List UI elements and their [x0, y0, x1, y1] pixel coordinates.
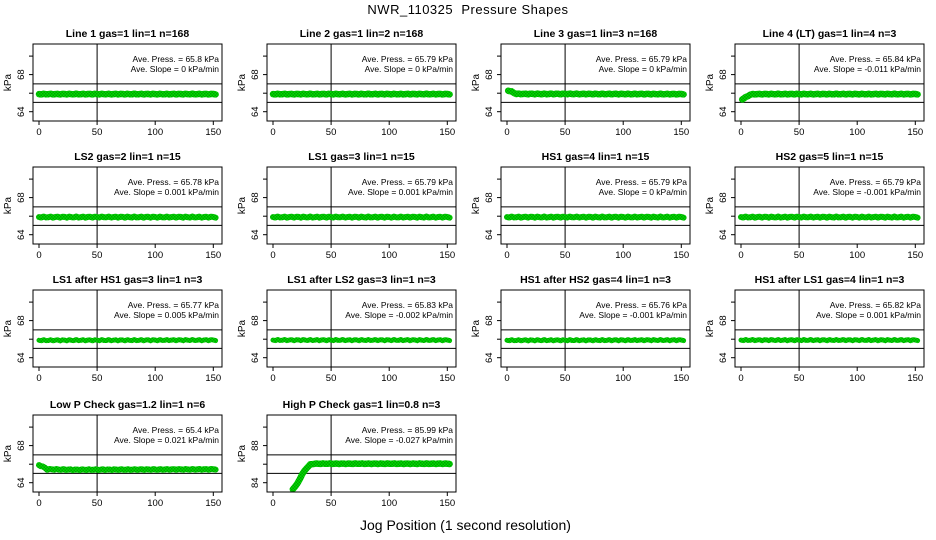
x-tick-label: 50	[793, 373, 805, 384]
data-series-band	[741, 217, 918, 218]
avg-pressure-annotation: Ave. Press. = 65.79 kPa	[595, 177, 687, 187]
avg-pressure-annotation: Ave. Press. = 65.4 kPa	[132, 425, 219, 435]
data-series-band	[39, 94, 216, 95]
subplot-title: HS2 gas=5 lin=1 n=15	[775, 151, 884, 163]
subplot-title: HS1 after LS1 gas=4 lin=1 n=3	[754, 274, 905, 286]
y-tick-label: 68	[250, 69, 261, 80]
x-tick-label: 150	[907, 127, 924, 138]
avg-slope-annotation: Ave. Slope = -0.001 kPa/min	[813, 187, 921, 197]
y-axis-unit-label: kPa	[3, 196, 14, 215]
x-tick-label: 100	[849, 373, 866, 384]
data-series-band	[273, 94, 450, 95]
subplot-title: LS1 gas=3 lin=1 n=15	[308, 151, 415, 163]
x-tick-label: 0	[36, 127, 42, 138]
avg-pressure-annotation: Ave. Press. = 65.8 kPa	[132, 54, 219, 64]
avg-slope-annotation: Ave. Slope = 0.001 kPa/min	[348, 187, 453, 197]
x-tick-label: 0	[270, 373, 276, 384]
x-tick-label: 150	[907, 373, 924, 384]
y-axis-unit-label: kPa	[237, 196, 248, 215]
x-tick-label: 50	[91, 250, 103, 261]
y-axis-unit-label: kPa	[705, 73, 716, 92]
y-axis-unit-label: kPa	[237, 319, 248, 338]
avg-pressure-annotation: Ave. Press. = 65.84 kPa	[829, 54, 921, 64]
data-series-band	[742, 94, 917, 100]
x-tick-label: 100	[381, 498, 398, 509]
y-tick-label: 68	[718, 69, 729, 80]
subplot-9	[3, 274, 222, 384]
subplot-7	[471, 151, 690, 261]
y-tick-label: 84	[250, 477, 261, 488]
subplot-title: Line 4 (LT) gas=1 lin=4 n=3	[762, 28, 897, 40]
avg-slope-annotation: Ave. Slope = 0 kPa/min	[364, 64, 453, 74]
y-tick-label: 68	[16, 315, 27, 326]
y-axis-unit-label: kPa	[237, 444, 248, 463]
y-axis-unit-label: kPa	[471, 196, 482, 215]
y-tick-label: 64	[718, 352, 729, 363]
avg-pressure-annotation: Ave. Press. = 65.76 kPa	[595, 300, 687, 310]
y-axis-unit-label: kPa	[3, 444, 14, 463]
x-tick-label: 150	[439, 127, 456, 138]
data-series-band	[293, 463, 450, 489]
page-title: NWR_110325 Pressure Shapes	[367, 2, 569, 17]
subplot-2	[237, 28, 456, 138]
y-tick-label: 68	[718, 192, 729, 203]
subplot-title: LS1 after HS1 gas=3 lin=1 n=3	[52, 274, 203, 286]
x-tick-label: 100	[147, 250, 164, 261]
subplot-1	[3, 28, 222, 138]
subplot-10	[237, 274, 456, 384]
x-tick-label: 150	[205, 127, 222, 138]
avg-slope-annotation: Ave. Slope = 0 kPa/min	[598, 187, 687, 197]
avg-pressure-annotation: Ave. Press. = 65.79 kPa	[829, 177, 921, 187]
subplot-title: High P Check gas=1 lin=0.8 n=3	[282, 399, 441, 411]
x-tick-label: 150	[907, 250, 924, 261]
avg-slope-annotation: Ave. Slope = 0 kPa/min	[130, 64, 219, 74]
x-tick-label: 0	[36, 250, 42, 261]
x-tick-label: 150	[205, 373, 222, 384]
y-tick-label: 68	[250, 315, 261, 326]
subplot-11	[471, 274, 690, 384]
x-tick-label: 0	[738, 373, 744, 384]
y-tick-label: 64	[250, 352, 261, 363]
subplot-title: Line 1 gas=1 lin=1 n=168	[65, 28, 190, 40]
x-tick-label: 100	[147, 127, 164, 138]
x-tick-label: 100	[147, 498, 164, 509]
y-tick-label: 68	[718, 315, 729, 326]
subplot-title: Line 2 gas=1 lin=2 n=168	[299, 28, 424, 40]
x-tick-label: 100	[615, 250, 632, 261]
y-tick-label: 88	[250, 440, 261, 451]
x-tick-label: 0	[270, 127, 276, 138]
y-tick-label: 64	[16, 106, 27, 117]
data-series-band	[507, 340, 684, 341]
x-tick-label: 100	[147, 373, 164, 384]
data-series-band	[39, 217, 216, 218]
y-tick-label: 64	[718, 106, 729, 117]
subplot-3	[471, 28, 690, 138]
x-tick-label: 0	[504, 250, 510, 261]
avg-pressure-annotation: Ave. Press. = 85.99 kPa	[361, 425, 453, 435]
y-axis-unit-label: kPa	[471, 73, 482, 92]
x-tick-label: 150	[205, 498, 222, 509]
subplot-title: HS1 after HS2 gas=4 lin=1 n=3	[520, 274, 671, 286]
y-tick-label: 68	[484, 315, 495, 326]
x-tick-label: 50	[793, 127, 805, 138]
subplot-14	[237, 399, 456, 509]
y-tick-label: 68	[250, 192, 261, 203]
x-tick-label: 50	[325, 498, 337, 509]
subplot-title: Low P Check gas=1.2 lin=1 n=6	[49, 399, 206, 411]
subplot-4	[705, 28, 924, 138]
x-tick-label: 50	[325, 250, 337, 261]
x-tick-label: 150	[673, 127, 690, 138]
y-tick-label: 64	[16, 229, 27, 240]
y-tick-label: 64	[484, 106, 495, 117]
avg-slope-annotation: Ave. Slope = -0.011 kPa/min	[813, 64, 921, 74]
subplot-title: Line 3 gas=1 lin=3 n=168	[533, 28, 658, 40]
y-axis-unit-label: kPa	[3, 319, 14, 338]
data-series-band	[273, 217, 450, 218]
x-tick-label: 150	[673, 373, 690, 384]
x-tick-label: 100	[381, 127, 398, 138]
y-tick-label: 64	[16, 352, 27, 363]
subplot-title: LS1 after LS2 gas=3 lin=1 n=3	[287, 274, 436, 286]
subplot-title: LS2 gas=2 lin=1 n=15	[74, 151, 181, 163]
x-tick-label: 0	[270, 250, 276, 261]
subplot-13	[3, 399, 222, 509]
x-tick-label: 0	[270, 498, 276, 509]
avg-pressure-annotation: Ave. Press. = 65.79 kPa	[595, 54, 687, 64]
subplot-5	[3, 151, 222, 261]
x-tick-label: 50	[793, 250, 805, 261]
x-tick-label: 150	[673, 250, 690, 261]
avg-pressure-annotation: Ave. Press. = 65.79 kPa	[361, 54, 453, 64]
y-axis-unit-label: kPa	[705, 196, 716, 215]
avg-slope-annotation: Ave. Slope = 0.005 kPa/min	[114, 310, 219, 320]
subplot-12	[705, 274, 924, 384]
x-tick-label: 0	[738, 127, 744, 138]
x-tick-label: 0	[36, 373, 42, 384]
avg-slope-annotation: Ave. Slope = -0.001 kPa/min	[579, 310, 687, 320]
x-tick-label: 0	[36, 498, 42, 509]
avg-pressure-annotation: Ave. Press. = 65.82 kPa	[829, 300, 921, 310]
y-tick-label: 64	[16, 477, 27, 488]
y-axis-unit-label: kPa	[705, 319, 716, 338]
x-tick-label: 100	[615, 373, 632, 384]
avg-pressure-annotation: Ave. Press. = 65.78 kPa	[127, 177, 219, 187]
avg-slope-annotation: Ave. Slope = 0.001 kPa/min	[816, 310, 921, 320]
y-tick-label: 64	[250, 229, 261, 240]
avg-slope-annotation: Ave. Slope = 0.001 kPa/min	[114, 187, 219, 197]
data-series-band	[741, 340, 918, 341]
subplot-8	[705, 151, 924, 261]
x-axis-label: Jog Position (1 second resolution)	[360, 517, 571, 533]
y-tick-label: 68	[484, 69, 495, 80]
x-tick-label: 50	[91, 373, 103, 384]
x-tick-label: 150	[439, 250, 456, 261]
x-tick-label: 0	[504, 373, 510, 384]
avg-slope-annotation: Ave. Slope = 0 kPa/min	[598, 64, 687, 74]
x-tick-label: 100	[849, 250, 866, 261]
x-tick-label: 50	[325, 127, 337, 138]
avg-pressure-annotation: Ave. Press. = 65.77 kPa	[127, 300, 219, 310]
avg-slope-annotation: Ave. Slope = 0.021 kPa/min	[114, 435, 219, 445]
data-series-band	[39, 465, 216, 470]
y-tick-label: 64	[484, 229, 495, 240]
y-axis-unit-label: kPa	[237, 73, 248, 92]
y-tick-label: 68	[16, 69, 27, 80]
x-tick-label: 0	[738, 250, 744, 261]
y-axis-unit-label: kPa	[471, 319, 482, 338]
data-series-band	[507, 217, 684, 218]
data-series-band	[39, 340, 216, 341]
x-tick-label: 100	[615, 127, 632, 138]
x-tick-label: 50	[559, 373, 571, 384]
data-series-band	[508, 91, 683, 95]
avg-slope-annotation: Ave. Slope = -0.027 kPa/min	[345, 435, 453, 445]
avg-slope-annotation: Ave. Slope = -0.002 kPa/min	[345, 310, 453, 320]
data-series-band	[273, 340, 450, 341]
x-tick-label: 50	[325, 373, 337, 384]
x-tick-label: 150	[439, 498, 456, 509]
x-tick-label: 50	[91, 498, 103, 509]
y-tick-label: 68	[16, 440, 27, 451]
y-tick-label: 64	[484, 352, 495, 363]
subplot-title: HS1 gas=4 lin=1 n=15	[541, 151, 650, 163]
y-axis-unit-label: kPa	[3, 73, 14, 92]
y-tick-label: 68	[16, 192, 27, 203]
x-tick-label: 0	[504, 127, 510, 138]
y-tick-label: 64	[718, 229, 729, 240]
x-tick-label: 150	[439, 373, 456, 384]
y-tick-label: 64	[250, 106, 261, 117]
x-tick-label: 100	[849, 127, 866, 138]
x-tick-label: 50	[559, 127, 571, 138]
x-tick-label: 50	[559, 250, 571, 261]
x-tick-label: 100	[381, 250, 398, 261]
x-tick-label: 100	[381, 373, 398, 384]
avg-pressure-annotation: Ave. Press. = 65.79 kPa	[361, 177, 453, 187]
y-tick-label: 68	[484, 192, 495, 203]
x-tick-label: 150	[205, 250, 222, 261]
subplot-6	[237, 151, 456, 261]
x-tick-label: 50	[91, 127, 103, 138]
avg-pressure-annotation: Ave. Press. = 65.83 kPa	[361, 300, 453, 310]
